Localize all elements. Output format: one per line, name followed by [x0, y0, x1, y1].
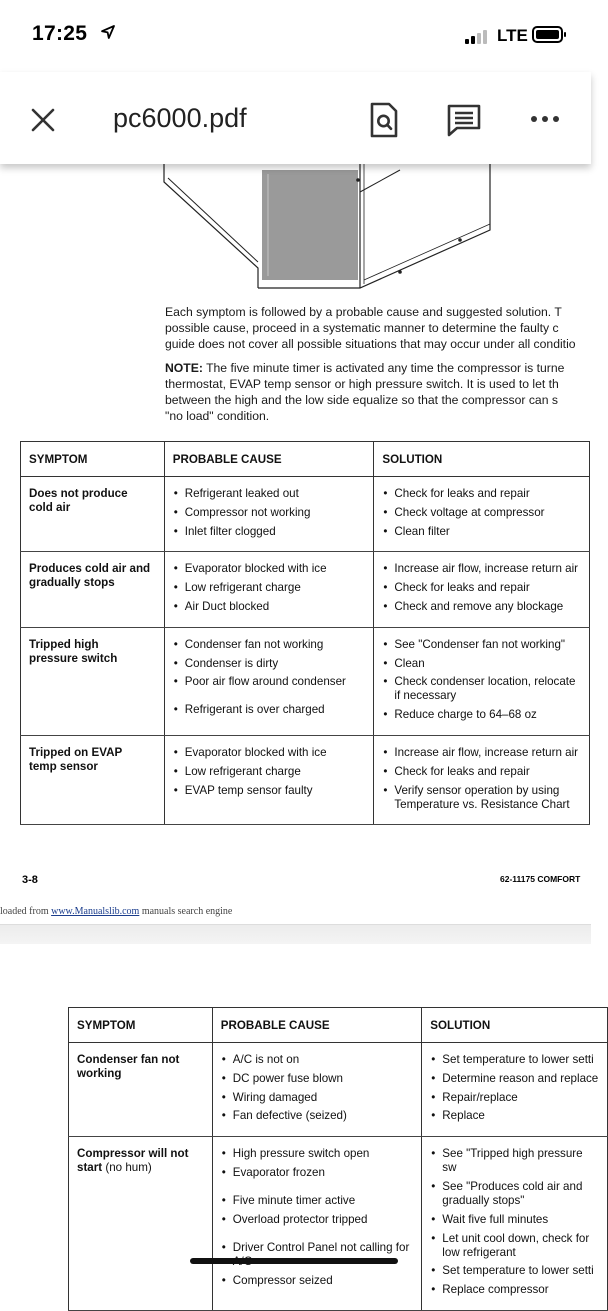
symptom-text: Produces cold air and: [29, 562, 151, 576]
symptom-line: [29, 760, 156, 774]
cause-item: • Evaporator blocked with ice: [173, 746, 366, 760]
symptom-text: temp sensor: [29, 759, 98, 773]
cause-item: • Low refrigerant charge: [173, 581, 366, 595]
note-line-4: "no load" condition.: [165, 409, 270, 423]
solution-item: • Verify sensor operation by using Temperature vs. Resistance Chart: [382, 784, 581, 812]
symptom-text: Condenser fan not: [77, 1053, 180, 1066]
symptom-line: [77, 1067, 204, 1081]
table-row: [69, 1043, 608, 1137]
cause-item: • High pressure switch open: [221, 1147, 414, 1161]
solution-cell: [374, 735, 590, 824]
solution-item: • Set temperature to lower setti: [430, 1053, 599, 1067]
footer-link[interactable]: www.Manualslib.com: [51, 906, 140, 917]
cause-item: • Overload protector tripped: [221, 1213, 414, 1227]
document-title: pc6000.pdf: [113, 103, 247, 133]
document-search-icon[interactable]: [369, 102, 399, 138]
home-indicator[interactable]: [190, 1258, 398, 1264]
solution-item: • Replace: [430, 1109, 599, 1123]
solution-item: • See "Produces cold air and gradually stops": [430, 1180, 599, 1208]
cause-item: • Five minute timer active: [221, 1194, 414, 1208]
solution-item: • Increase air flow, increase return air: [382, 746, 581, 760]
intro-line-2: possible cause, proceed in a systematic manner to determine the faulty c: [165, 321, 559, 335]
solution-item: • Let unit cool down, check for low refrigerant: [430, 1232, 599, 1260]
status-bar: [0, 0, 591, 72]
symptom-line: [29, 562, 156, 576]
symptom-note: (no hum): [102, 1161, 152, 1175]
table-row: [69, 1137, 608, 1311]
cause-item: • Wiring damaged: [221, 1091, 414, 1105]
table-header-row: [21, 442, 590, 477]
cause-item: • Evaporator blocked with ice: [173, 562, 366, 576]
footer-suffix: manuals search engine: [139, 906, 233, 917]
header-symptom: SYMPTOM: [21, 442, 165, 477]
symptom-line: [29, 746, 156, 760]
intro-line-3: guide does not cover all possible situations that may occur under all conditio: [165, 337, 576, 351]
probable-cause-cell: [212, 1043, 422, 1137]
document-id: 62-11175 COMFORT: [500, 874, 581, 884]
symptom-text: start: [77, 1161, 103, 1175]
page-separator: [0, 924, 591, 944]
note-label: NOTE:: [165, 361, 203, 375]
symptom-text: pressure switch: [29, 651, 118, 665]
table-row: [21, 477, 590, 552]
symptom-line: [29, 487, 156, 501]
header-symptom: SYMPTOM: [69, 1008, 213, 1043]
solution-item: • Replace compressor: [430, 1283, 599, 1297]
symptom-cell: [69, 1043, 213, 1137]
probable-cause-cell: [164, 552, 374, 627]
viewer-toolbar: [0, 72, 591, 164]
symptom-text: Does not produce: [29, 487, 128, 500]
table-row: [21, 627, 590, 735]
troubleshooting-table: [20, 441, 590, 825]
cause-item: • EVAP temp sensor faulty: [173, 784, 366, 798]
source-footer: [0, 906, 232, 917]
probable-cause-cell: [164, 477, 374, 552]
signal-bars-icon: [465, 28, 493, 44]
table-header-row: [69, 1008, 608, 1043]
close-icon[interactable]: [28, 105, 58, 135]
symptom-line: [29, 652, 156, 666]
probable-cause-cell: [164, 735, 374, 824]
symptom-text: Tripped high: [29, 637, 99, 651]
symptom-line: [77, 1147, 204, 1161]
symptom-text: working: [77, 1067, 122, 1080]
solution-item: • Clean filter: [382, 525, 581, 539]
solution-item: • Reduce charge to 64–68 oz: [382, 708, 581, 722]
page-number: 3-8: [22, 874, 38, 886]
cause-item: • Refrigerant is over charged: [173, 703, 366, 717]
cause-item: • Refrigerant leaked out: [173, 487, 366, 501]
cause-item: • DC power fuse blown: [221, 1072, 414, 1086]
solution-cell: [374, 627, 590, 735]
cause-item: • Low refrigerant charge: [173, 765, 366, 779]
cause-item: • Air Duct blocked: [173, 600, 366, 614]
solution-item: • Wait five full minutes: [430, 1213, 599, 1227]
cause-item: • Evaporator frozen: [221, 1166, 414, 1180]
symptom-cell: [21, 627, 165, 735]
troubleshooting-table-continued: [68, 1007, 608, 1311]
cause-item: • Fan defective (seized): [221, 1109, 414, 1123]
cause-item: • Inlet filter clogged: [173, 525, 366, 539]
solution-item: • See "Condenser fan not working": [382, 638, 581, 652]
location-arrow-icon: [101, 25, 115, 39]
network-label: LTE: [497, 26, 528, 45]
cause-item: • Compressor not working: [173, 506, 366, 520]
symptom-cell: [21, 552, 165, 627]
solution-item: • Check and remove any blockage: [382, 600, 581, 614]
symptom-line: [29, 638, 156, 652]
solution-item: • Check for leaks and repair: [382, 487, 581, 501]
note-line-2: thermostat, EVAP temp sensor or high pressure switch. It is used to let th: [165, 377, 559, 391]
cause-item: • A/C is not on: [221, 1053, 414, 1067]
cause-item: • Driver Control Panel not calling for: [221, 1241, 414, 1269]
symptom-line: [77, 1161, 204, 1175]
table-row: [21, 735, 590, 824]
cause-item: • Condenser fan not working: [173, 638, 366, 652]
solution-item: • Determine reason and replace: [430, 1072, 599, 1086]
solution-item: • See "Tripped high pressure sw: [430, 1147, 599, 1175]
symptom-line: [77, 1053, 204, 1067]
unit-illustration: [150, 164, 490, 294]
more-options-icon[interactable]: [531, 114, 561, 126]
note-text: The five minute timer is activated any time the compressor is turne: [202, 361, 565, 375]
probable-cause-cell: [212, 1137, 422, 1311]
solution-item: • Clean: [382, 657, 581, 671]
solution-cell: [422, 1137, 608, 1311]
status-time: 17:25: [32, 22, 88, 45]
symptom-cell: [69, 1137, 213, 1311]
symptom-cell: [21, 477, 165, 552]
note-line-3: between the high and the low side equalize so that the compressor can s: [165, 393, 558, 407]
header-probable-cause: PROBABLE CAUSE: [164, 442, 374, 477]
cause-item: • Condenser is dirty: [173, 657, 366, 671]
intro-line-1: Each symptom is followed by a probable cause and suggested solution. T: [165, 305, 562, 319]
cause-item: • Compressor seized: [221, 1274, 414, 1288]
symptom-text: gradually stops: [29, 576, 115, 590]
solution-cell: [422, 1043, 608, 1137]
footer-prefix: loaded from: [0, 906, 52, 917]
cause-item: • Poor air flow around condenser: [173, 675, 366, 689]
solution-item: • Check voltage at compressor: [382, 506, 581, 520]
pdf-page-2: [0, 944, 599, 1297]
battery-icon: [532, 26, 563, 43]
solution-item: • Repair/replace: [430, 1091, 599, 1105]
symptom-cell: [21, 735, 165, 824]
symptom-line: [29, 501, 156, 515]
table-row: [21, 552, 590, 627]
solution-item: • Check condenser location, relocate if necessary: [382, 675, 581, 703]
header-probable-cause: PROBABLE CAUSE: [212, 1008, 422, 1043]
solution-item: • Set temperature to lower setti: [430, 1264, 599, 1278]
pdf-page-1: [0, 164, 591, 924]
symptom-text: Compressor will not: [77, 1147, 189, 1161]
note-line-1: [165, 360, 564, 376]
symptom-text: Tripped on EVAP: [29, 745, 123, 759]
header-solution: SOLUTION: [374, 442, 590, 477]
solution-item: • Increase air flow, increase return air: [382, 562, 581, 576]
solution-item: • Check for leaks and repair: [382, 765, 581, 779]
symptom-text: cold air: [29, 501, 71, 514]
solution-item: • Check for leaks and repair: [382, 581, 581, 595]
probable-cause-cell: [164, 627, 374, 735]
solution-cell: [374, 477, 590, 552]
solution-cell: [374, 552, 590, 627]
symptom-line: [29, 576, 156, 590]
header-solution: SOLUTION: [422, 1008, 608, 1043]
comment-icon[interactable]: [447, 104, 481, 136]
